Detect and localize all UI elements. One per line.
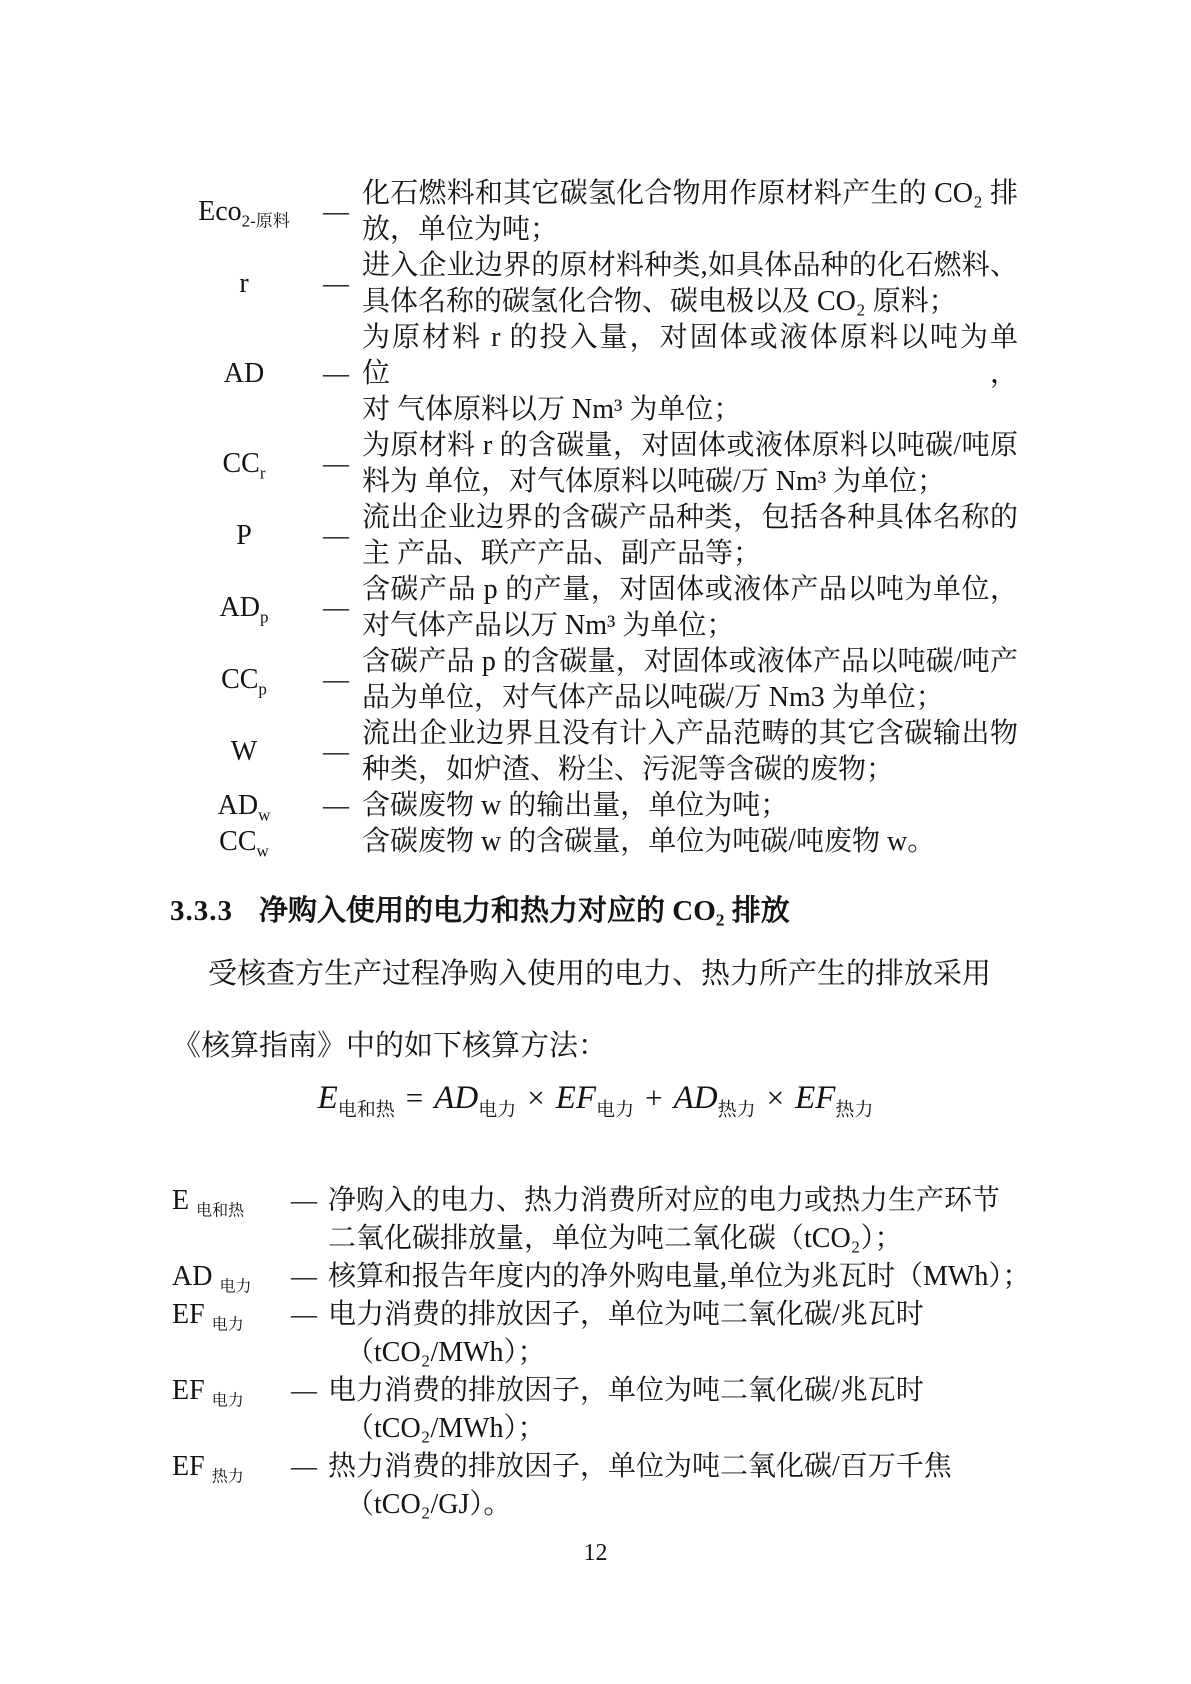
definition-dash: —	[291, 1452, 317, 1481]
term-subscript: 电力	[211, 1316, 244, 1334]
definition-term	[178, 790, 310, 825]
term-subscript: r	[259, 463, 266, 483]
definition-text	[362, 644, 1018, 716]
definition-term	[178, 196, 310, 231]
definition-text	[362, 176, 1018, 248]
definition-dash: —	[291, 1376, 317, 1405]
definition-line: 化石燃料和其它碳氢化合物用作原材料产生的 CO₂ 排	[362, 178, 1018, 209]
definition-dash: —	[323, 359, 349, 388]
definition-line: 为原材料 r 的投入量，对固体或液体原料以吨为单位，	[362, 322, 1018, 389]
definition-text	[362, 500, 1018, 572]
term-base: CC	[219, 826, 257, 857]
definition-row	[172, 1182, 1020, 1258]
definition-line: 净购入的电力、热力消费所对应的电力或热力生产环节	[328, 1185, 1001, 1216]
definition-text	[362, 248, 1018, 320]
definition-line: 料为 单位，对气体原料以吨碳/万 Nm³ 为单位；	[362, 466, 946, 497]
definition-line: （tCO₂/MWh）；	[346, 1337, 546, 1368]
term-base: AD	[219, 592, 260, 623]
definition-line: （tCO₂/MWh）；	[346, 1413, 546, 1444]
heading-title: 净购入使用的电力和热力对应的 CO₂ 排放	[259, 895, 790, 927]
formula-subscript: 电力	[478, 1099, 517, 1121]
definition-row	[178, 500, 1018, 572]
definition-term	[178, 358, 310, 390]
term-base: r	[239, 268, 249, 299]
term-base: AD	[172, 1261, 213, 1292]
definition-line: 进入企业边界的原材料种类,如具体品种的化石燃料、	[362, 250, 1018, 281]
definition-line: 电力消费的排放因子，单位为吨二氧化碳/兆瓦时	[328, 1375, 924, 1406]
definition-dash: —	[291, 1262, 317, 1291]
formula-operator: =	[405, 1080, 424, 1115]
formula-variable: E	[317, 1080, 338, 1116]
definition-row	[178, 716, 1018, 788]
term-subscript: 电力	[219, 1278, 252, 1296]
definition-line: （tCO₂/GJ）。	[346, 1489, 512, 1520]
definition-line: 具体名称的碳氢化合物、碳电极以及 CO₂ 原料；	[362, 286, 957, 317]
definition-term	[178, 592, 310, 627]
definition-line: 含碳产品 p 的含碳量，对固体或液体产品以吨碳/吨产	[362, 646, 1018, 677]
formula-subscript: 热力	[835, 1099, 874, 1121]
term-base: CC	[221, 664, 259, 695]
definition-line: 主 产品、联产产品、副产品等；	[362, 538, 762, 569]
definition-line: 含碳废物 w 的含碳量，单位为吨碳/吨废物 w。	[362, 826, 936, 857]
definition-text	[362, 824, 1018, 860]
definition-text	[328, 1448, 1020, 1524]
term-base: EF	[172, 1375, 205, 1406]
heading-number: 3.3.3	[170, 895, 233, 927]
term-base: CC	[222, 448, 260, 479]
definition-text	[362, 320, 1018, 428]
emission-formula	[0, 1068, 1191, 1128]
term-subscript: 电和热	[196, 1202, 245, 1220]
definition-term	[172, 1182, 280, 1220]
definition-text	[362, 428, 1018, 500]
definition-text	[362, 788, 1018, 824]
definition-row	[172, 1296, 1020, 1372]
formula-operator: ×	[766, 1080, 785, 1115]
definition-dash: —	[323, 449, 349, 478]
definition-text	[362, 572, 1018, 644]
definition-row	[178, 572, 1018, 644]
definition-line: 为原材料 r 的含碳量，对固体或液体原料以吨碳/吨原	[362, 430, 1018, 461]
term-base: AD	[223, 358, 265, 389]
term-base: Eco	[198, 196, 242, 227]
definition-text	[328, 1296, 1020, 1372]
definition-row	[178, 788, 1018, 824]
term-subscript: w	[258, 805, 271, 825]
definition-line: 流出企业边界且没有计入产品范畴的其它含碳输出物	[362, 718, 1018, 749]
definition-line: 对气体产品以万 Nm³ 为单位；	[362, 610, 735, 641]
definition-row	[178, 320, 1018, 428]
formula-variable: EF	[555, 1080, 597, 1116]
definition-line: 含碳废物 w 的输出量，单位为吨；	[362, 790, 789, 821]
definition-term	[172, 1372, 280, 1410]
definition-term	[172, 1296, 280, 1334]
formula-operator: +	[645, 1080, 663, 1115]
top-definition-list	[178, 176, 1018, 860]
section-heading	[170, 888, 790, 929]
definition-row	[178, 428, 1018, 500]
definition-text	[328, 1258, 1031, 1296]
term-base: P	[236, 520, 252, 551]
term-subscript: 热力	[211, 1468, 244, 1486]
definition-term	[172, 1258, 280, 1296]
formula-variable: AD	[673, 1080, 718, 1116]
formula-variable: EF	[795, 1080, 836, 1116]
formula-variable: AD	[434, 1080, 479, 1116]
definition-dash: —	[323, 269, 349, 298]
term-base: W	[230, 736, 258, 767]
term-subscript: 电力	[211, 1392, 244, 1410]
definition-row	[178, 824, 1018, 860]
body-paragraph	[172, 938, 1022, 1082]
term-base: EF	[172, 1299, 205, 1330]
definition-row	[178, 644, 1018, 716]
definition-dash: —	[323, 665, 349, 694]
definition-text	[328, 1372, 1020, 1448]
definition-line: 电力消费的排放因子，单位为吨二氧化碳/兆瓦时	[328, 1299, 924, 1330]
term-base: EF	[172, 1451, 205, 1482]
definition-term	[178, 826, 310, 861]
definition-term	[178, 520, 310, 552]
definition-dash: —	[323, 521, 349, 550]
definition-row	[172, 1372, 1020, 1448]
formula-subscript: 电和热	[337, 1099, 395, 1121]
definition-dash: —	[291, 1300, 317, 1329]
definition-text	[328, 1182, 1020, 1258]
term-subscript: 2-原料	[241, 211, 290, 231]
definition-line: 核算和报告年度内的净外购电量,单位为兆瓦时（MWh）；	[328, 1261, 1031, 1292]
definition-text	[362, 716, 1018, 788]
bottom-definition-list	[172, 1182, 1031, 1524]
definition-dash: —	[323, 737, 349, 766]
term-subscript: p	[258, 679, 267, 699]
definition-dash: —	[323, 197, 349, 226]
paragraph-line: 受核查方生产过程净购入使用的电力、热力所产生的排放采用	[208, 958, 992, 990]
definition-line: 含碳产品 p 的产量，对固体或液体产品以吨为单位，	[362, 574, 1018, 605]
definition-row	[172, 1258, 1031, 1296]
term-base: AD	[217, 790, 259, 821]
formula-subscript: 热力	[717, 1099, 756, 1121]
term-subscript: w	[256, 841, 269, 861]
definition-line: 放，单位为吨；	[362, 214, 559, 245]
definition-dash: —	[291, 1186, 317, 1215]
definition-term	[178, 664, 310, 699]
formula-operator: ×	[527, 1080, 545, 1115]
definition-term	[178, 448, 310, 483]
definition-term	[178, 268, 310, 300]
formula-subscript: 电力	[596, 1099, 635, 1121]
term-base: E	[172, 1185, 190, 1216]
definition-term	[178, 736, 310, 768]
definition-dash: —	[323, 593, 349, 622]
definition-row	[178, 248, 1018, 320]
definition-line: 品为单位，对气体产品以吨碳/万 Nm3 为单位；	[362, 682, 944, 713]
page-number: 12	[583, 1540, 608, 1566]
term-subscript: p	[259, 607, 269, 627]
definition-line: 二氧化碳排放量，单位为吨二氧化碳（tCO₂）；	[328, 1223, 903, 1254]
definition-line: 对 气体原料以万 Nm³ 为单位；	[362, 394, 742, 425]
definition-term	[172, 1448, 280, 1486]
definition-line: 热力消费的排放因子，单位为吨二氧化碳/百万千焦	[328, 1451, 952, 1482]
paragraph-line: 《核算指南》中的如下核算方法：	[172, 1030, 608, 1062]
definition-row	[178, 176, 1018, 248]
definition-row	[172, 1448, 1020, 1524]
definition-line: 种类，如炉渣、粉尘、污泥等含碳的废物；	[362, 754, 895, 785]
definition-dash: —	[323, 791, 349, 820]
definition-line: 流出企业边界的含碳产品种类，包括各种具体名称的	[362, 502, 1018, 533]
